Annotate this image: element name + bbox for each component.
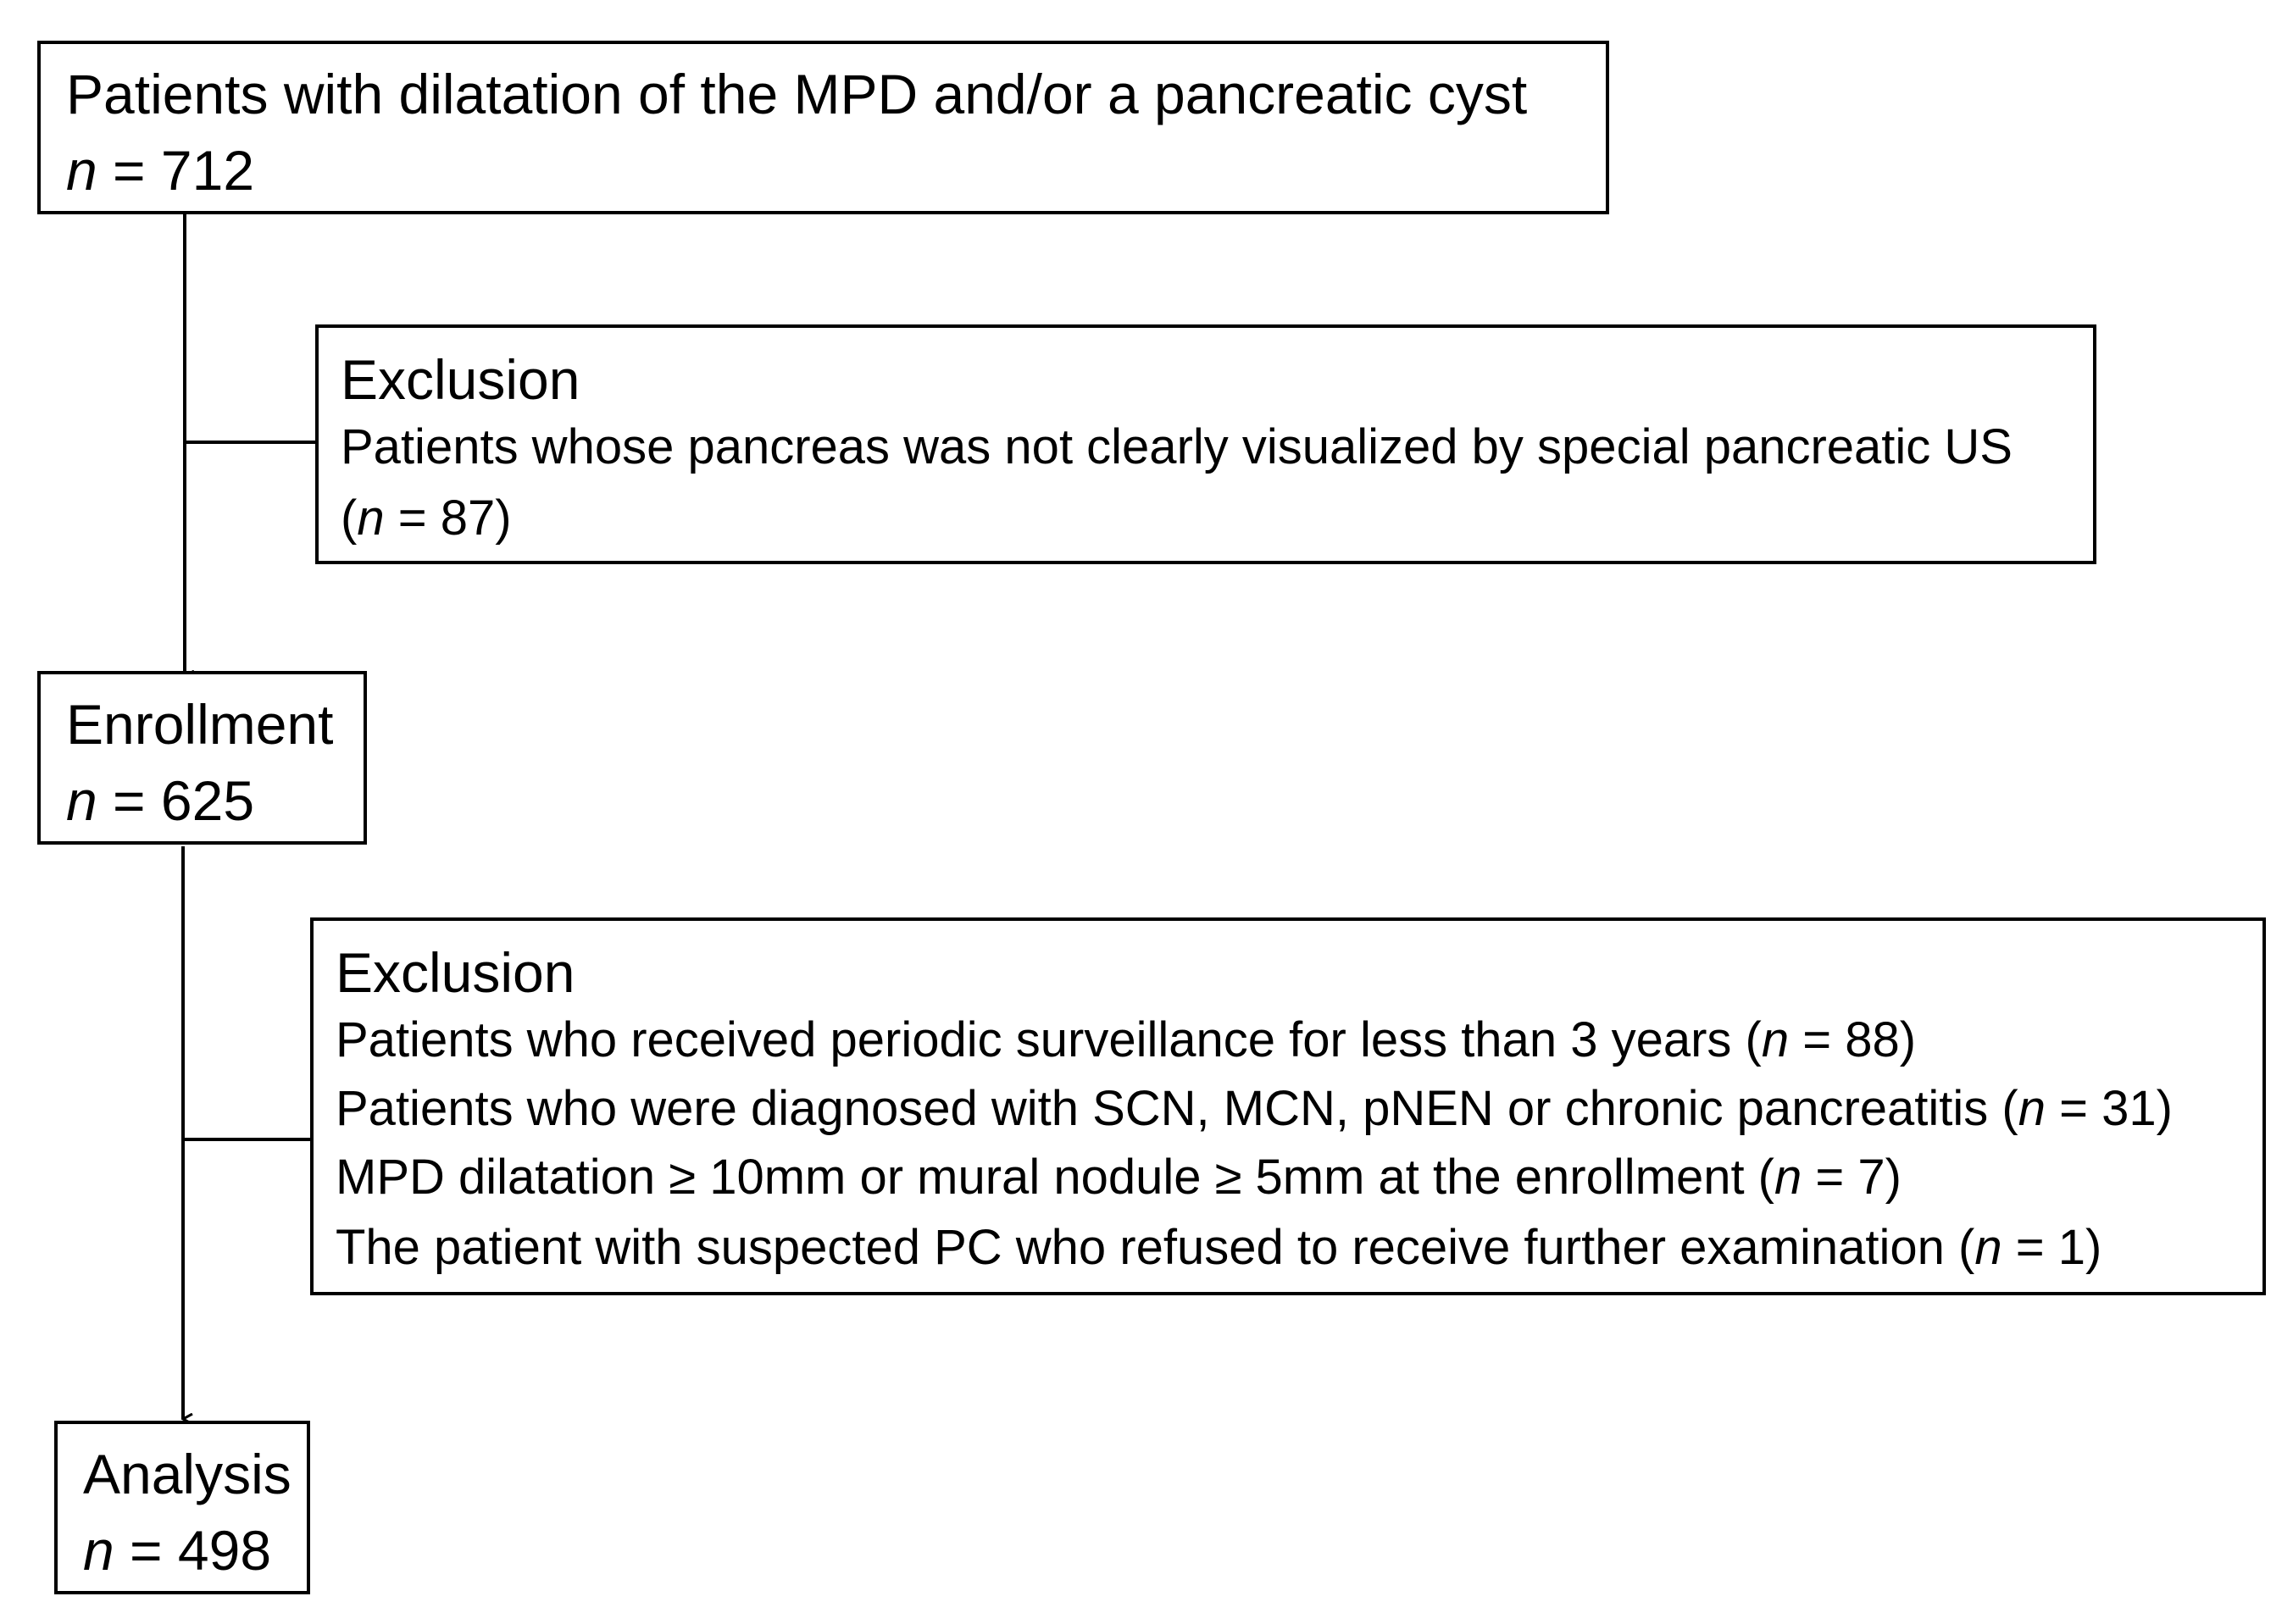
- exclusion-1-reason: Patients whose pancreas was not clearly visualized by special pancreatic US: [341, 419, 2013, 474]
- analysis-title: Analysis: [83, 1443, 291, 1505]
- count-value: = 498: [114, 1519, 272, 1582]
- initial-population-box: [37, 41, 1609, 214]
- n-label: n: [66, 769, 97, 832]
- enrollment-count: [66, 769, 255, 832]
- count-value: = 712: [97, 139, 255, 202]
- exclusion-2-heading: Exclusion: [336, 941, 575, 1004]
- n-label: n: [1761, 1012, 1790, 1067]
- n-label: n: [83, 1519, 114, 1582]
- exclusion-2-item: Patients who received periodic surveillance for less than 3 years (n = 88): [336, 1012, 1917, 1067]
- exclusion-box-1: [315, 324, 2096, 564]
- exclusion-2-item: Patients who were diagnosed with SCN, MCN, pNEN or chronic pancreatitis (n = 31): [336, 1081, 2173, 1136]
- n-label: n: [1974, 1220, 2002, 1275]
- exclusion-2-item: The patient with suspected PC who refused to receive further examination (n = 1): [336, 1220, 2102, 1275]
- initial-population-count: [66, 139, 255, 202]
- exclusion-1-count: (n = 87): [341, 491, 512, 546]
- analysis-count: [83, 1519, 272, 1582]
- enrollment-box: [37, 671, 367, 845]
- exclusion-2-item: MPD dilatation ≥ 10mm or mural nodule ≥ 5mm at the enrollment (n = 7): [336, 1150, 1902, 1205]
- initial-population-title: Patients with dilatation of the MPD and/or a pancreatic cyst: [66, 63, 1528, 125]
- n-label: n: [2018, 1081, 2046, 1136]
- exclusion-box-2: [310, 917, 2266, 1295]
- enrollment-title: Enrollment: [66, 693, 334, 756]
- analysis-box: [54, 1421, 310, 1594]
- n-label: n: [66, 139, 97, 202]
- count-value: = 625: [97, 769, 255, 832]
- n-label: n: [357, 491, 385, 546]
- n-label: n: [1774, 1150, 1802, 1205]
- exclusion-1-heading: Exclusion: [341, 348, 580, 411]
